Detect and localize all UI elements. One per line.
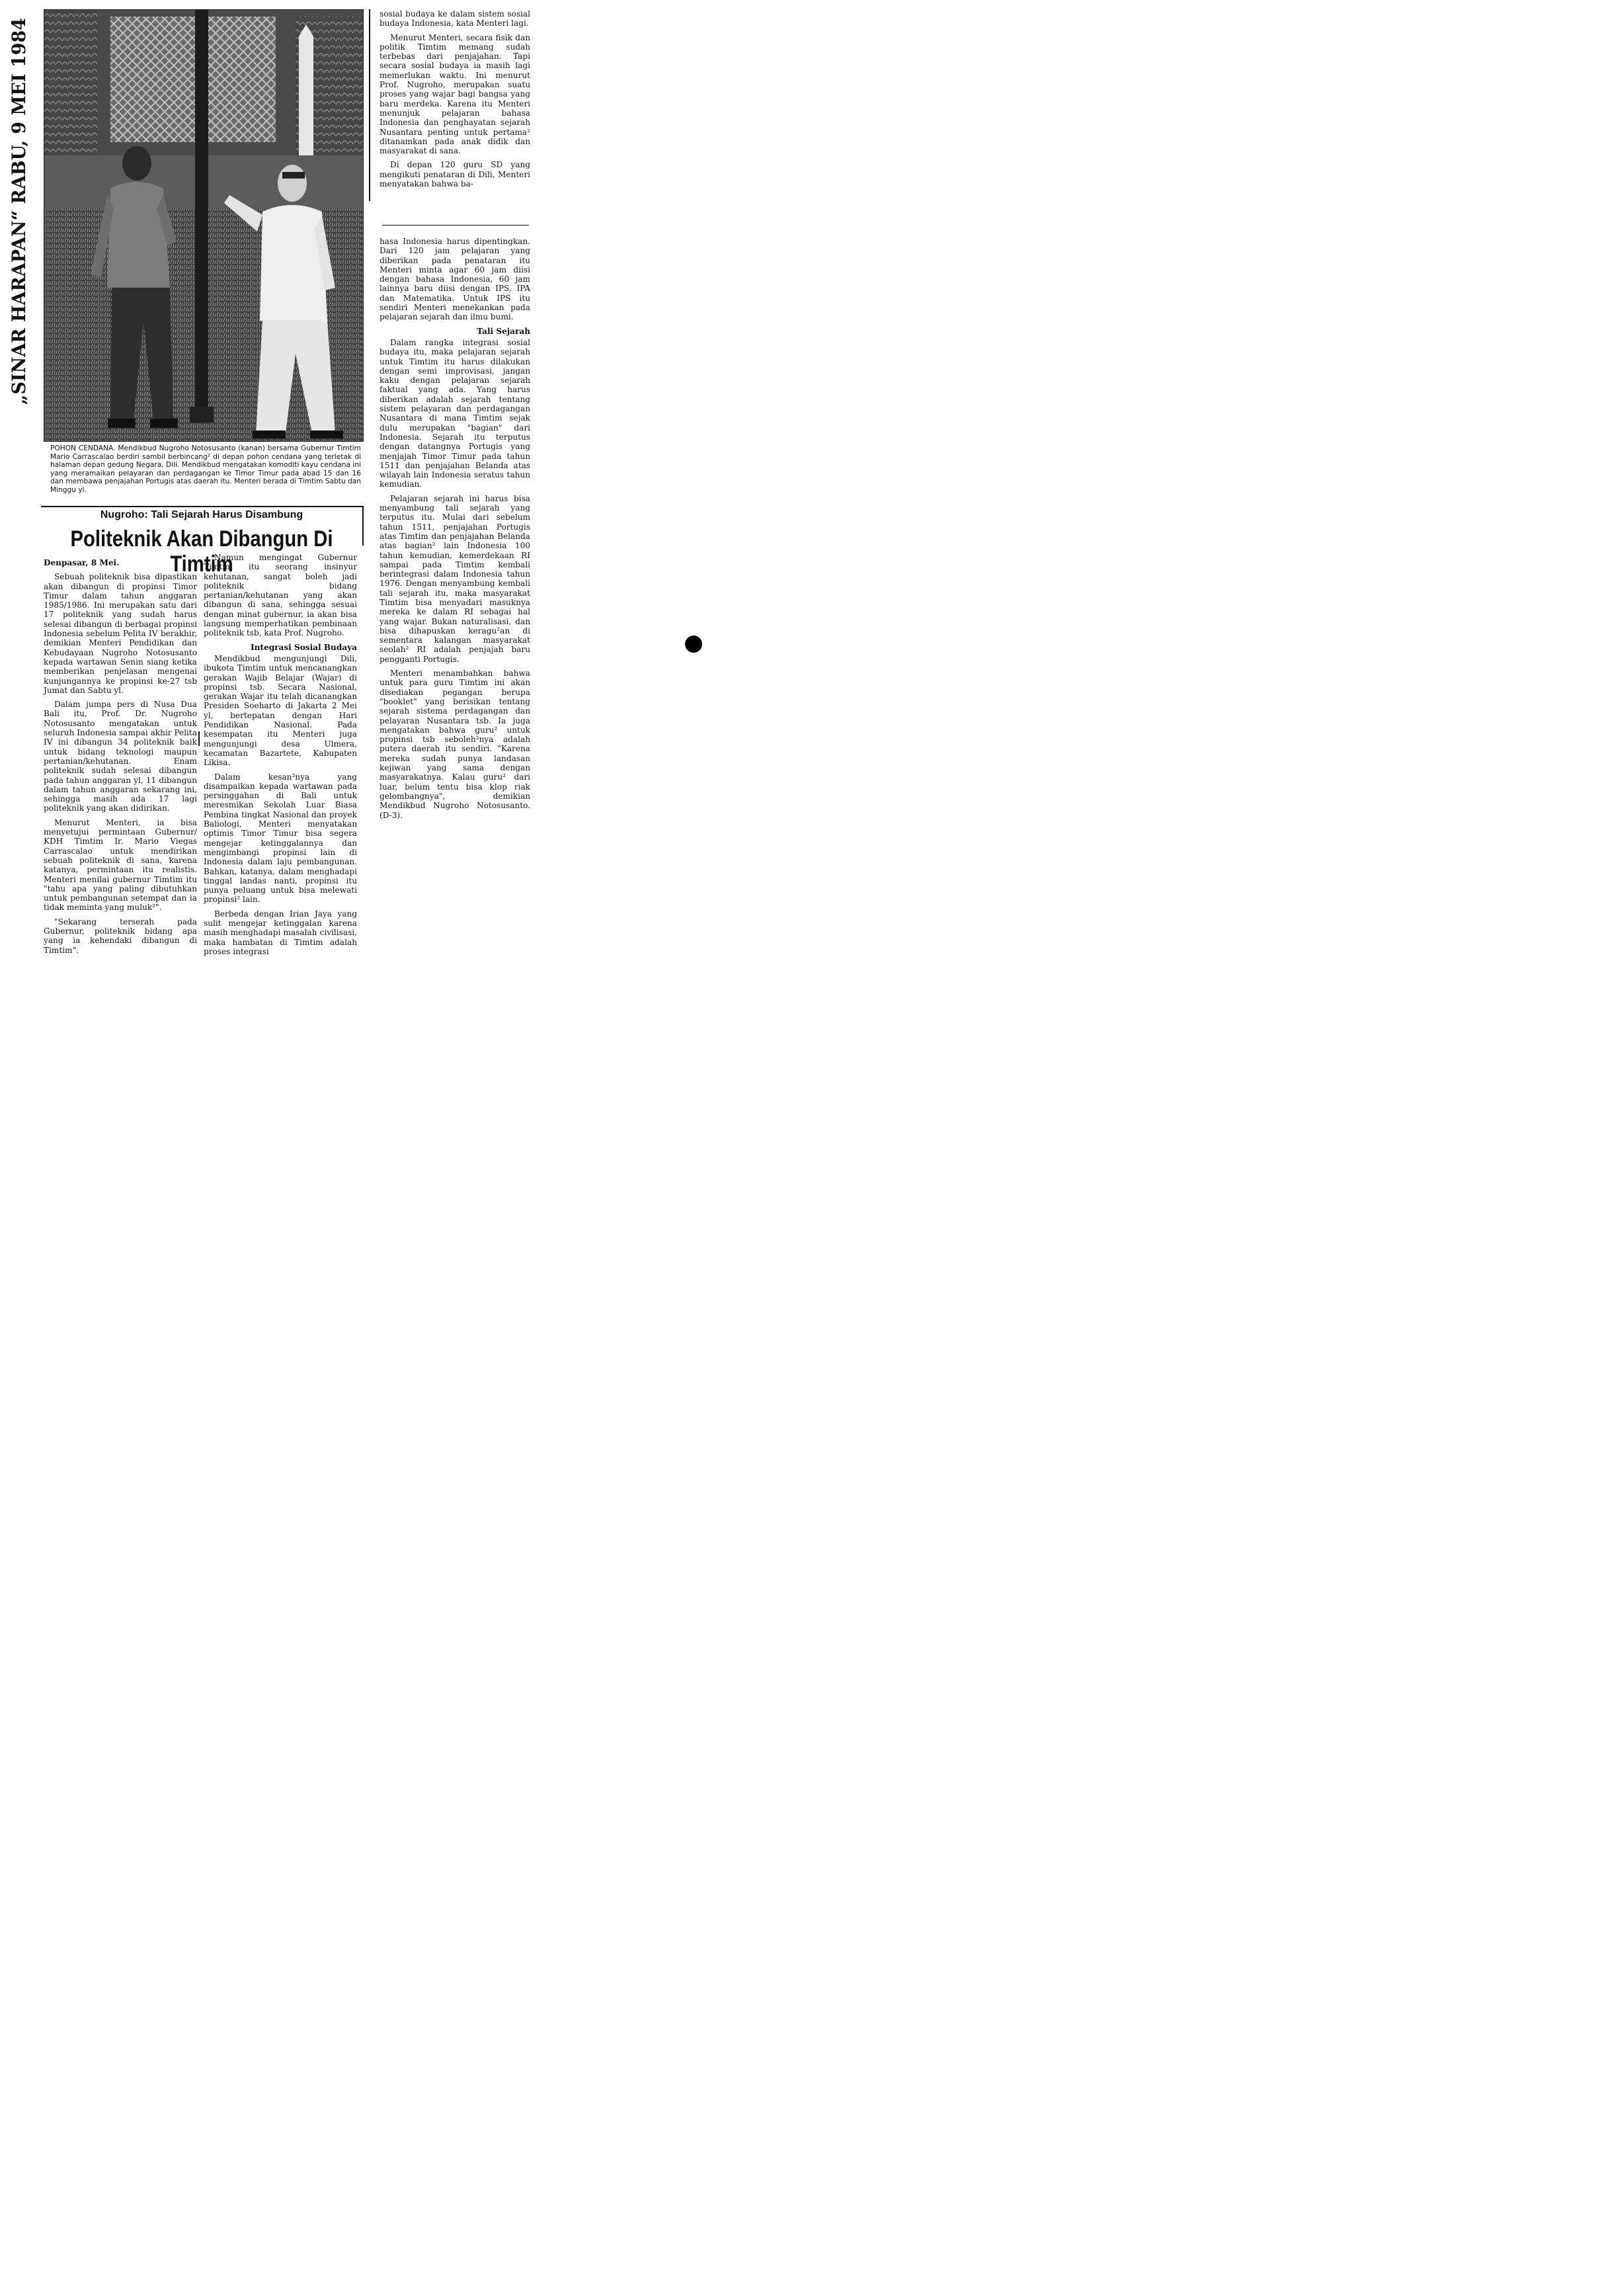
rule-kicker-right — [362, 506, 364, 546]
article-paragraph: Menurut Menteri, secara fisik dan politik Timtim memang sudah terbebas dari penjajahan. Tapi secara sosial budaya ia masih lagi memerlukan waktu. Ini menurut Prof. Nugroho, merupakan suatu proses yang wajar bagi bangsa yang baru merdeka. Karena itu Menteri menunjuk pelajaran bahasa Indonesia dan penghayatan sejarah Nusantara penting untuk pertama² ditanamkan pada anak didik dan masyarakat di sana. — [380, 32, 530, 156]
article-headline: Politeknik Akan Dibangun Di Timtim — [70, 526, 333, 577]
rule-col1-col2 — [198, 731, 200, 746]
article-paragraph: Pelajaran sejarah ini harus bisa menyambung tali sejarah yang terputus itu. Mulai dari sebelum tahun 1511, penjajahan Portugis atas Timtim dan penjajahan Belanda atas bagian² lain Indonesia 100 tahun kemudian, kemerdekaan RI sampai pada Timtim kembali berintegrasi dalam Indonesia tahun 1976. Dengan menyambung kembali tali sejarah itu, maka masyarakat Timtim bisa menyadari masuknya mereka ke dalam RI sebagai hal yang wajar. Bukan naturalisasi, dan bisa dihapuskan keragu²an di sementara kalangan masyarakat seolah² RI adalah penjajah baru pengganti Portugis. — [380, 493, 530, 664]
masthead-svg — [3, 9, 32, 406]
article-paragraph: Menteri menambahkan bahwa untuk para guru Timtim ini akan disediakan pegangan berupa "booklet" yang berisikan tentang sejarah sistema perdagangan dan pelayaran Nusantara tsb. Ia juga mengatakan bahwa guru² untuk propinsi tsb seboleh²nya adalah putera daerah itu sendiri. "Karena mereka sudah punya landasan kejiwan yang sama dengan masyarakatnya. Kalau guru² dari luar, belum tentu bisa klop riak gelombangnya", demikian Mendikbud Nugroho Notosusanto. (D-3). — [380, 669, 530, 820]
dateline: Denpasar, 8 Mei. — [44, 558, 120, 567]
article-column-3-cont — [380, 237, 530, 825]
photo-illustration — [44, 10, 363, 441]
masthead-text: „SINAR HARAPAN“ RABU, 9 MEI 1984 — [8, 9, 30, 405]
article-column-2 — [204, 553, 357, 961]
masthead — [3, 9, 32, 406]
news-photo — [44, 9, 364, 442]
photo-caption: POHON CENDANA. Mendikbud Nugroho Notosusanto (kanan) bersama Gubernur Timtim Mario Carrascalao berdiri sambil berbincang² di depan pohon cendana yang terletak di halaman depan gedung Negara, Dili. Mendikbud mengatakan komoditi kayu cendana ini yang meramaikan pelayaran dan perdagangan ke Timor Timur pada abad 15 dan 16 dan membawa penjajahan Portugis atas daerah itu. Menteri berada di Timtim Sabtu dan Minggu yl. — [50, 444, 361, 494]
rule-col3-break — [382, 225, 529, 226]
rule-under-caption — [41, 506, 364, 507]
article-column-3 — [380, 9, 530, 193]
article-paragraph: Dalam jumpa pers di Nusa Dua Bali itu, Prof. Dr. Nugroho Notosusanto mengatakan untuk seluruh Indonesia sampai akhir Pelita IV ini dibangun 34 politeknik baik untuk bidang teknologi maupun pertanian/kehutanan. Enam politeknik sudah selesai dibangun pada tahun anggaran yl, 11 dibangun dalam tahun anggaran sekarang ini, sehingga masih ada 17 lagi politeknik yang akan didirikan. — [44, 700, 197, 813]
article-paragraph: sosial budaya ke dalam sistem sosial budaya Indonesia, kata Menteri lagi. — [380, 9, 530, 28]
subhead-tali-sejarah: Tali Sejarah — [477, 326, 530, 336]
article-paragraph: Dalam rangka integrasi sosial budaya itu, maka pelajaran sejarah untuk Timtim itu harus dilakukan dengan semi improvisasi, jangan kaku dengan pelajaran sejarah faktual yang ada. Yang harus diberikan adalah sejarah tentang sistem pelayaran dan perdagangan Nusantara di mana Timtim sejak dulu merupakan "bagian" dari Indonesia. Sejarah itu terputus dengan datangnya Portugis yang menjajah Timor Timur pada tahun 1511 dan penjajahan Belanda atas wilayah lain Indonesia seratus tahun kemudian. — [380, 337, 530, 489]
article-column-1 — [44, 558, 197, 960]
article-paragraph: Dalam kesan²nya yang disampaikan kepada wartawan pada persinggahan di Bali untuk meresmikan Sekolah Luar Biasa Pembina tingkat Nasional dan proyek Baliologi, Menteri menyatakan optimis Timor Timur bisa segera mengejar ketinggalannya dan mengimbangi propinsi lain di Indonesia dalam laju pembangunan. Bahkan, katanya, dalam menghadapi tinggal landas nanti, propinsi itu punya peluang untuk bisa melewati propinsi² lain. — [204, 772, 357, 905]
article-paragraph: Sebuah politeknik bisa dipastikan akan dibangun di propinsi Timor Timur dalam tahun anggaran 1985/1986. Ini merupakan satu dari 17 politeknik yang sudah harus selesai dibangun di berbagai propinsi Indonesia sebelum Pelita IV berakhir, demikian Menteri Pendidikan dan Kebudayaan Nugroho Notosusanto kepada wartawan Senin siang ketika memberikan penjelasan mengenai kunjungannya ke propinsi ke-27 tsb Jumat dan Sabtu yl. — [44, 572, 197, 695]
rule-top-right — [369, 9, 370, 201]
article-paragraph: hasa Indonesia harus dipentingkan. Dari 120 jam pelajaran yang diberikan pada penataran itu Menteri minta agar 60 jam diisi dengan bahasa Indonesia, 60 jam lainnya baru diisi dengan IPS, IPA dan Matematika. Untuk IPS itu sendiri Menteri menekankan pada pelajaran sejarah dan ilmu bumi. — [380, 237, 530, 322]
article-kicker: Nugroho: Tali Sejarah Harus Disambung — [100, 509, 303, 520]
subhead-integrasi: Integrasi Sosial Budaya — [250, 642, 357, 652]
article-paragraph: Berbeda dengan Irian Jaya yang sulit mengejar ketinggalan karena masih menghadapi masalah civilisasi, maka hambatan di Timtim adalah proses integrasi — [204, 909, 357, 956]
article-paragraph: Mendikbud mengunjungi Dili, ibukota Timtim untuk mencanangkan gerakan Wajib Belajar (Wajar) di propinsi tsb. Secara Nasional, gerakan Wajar itu telah dicanangkan Presiden Soeharto di Jakarta 2 Mei yl, bertepatan dengan Hari Pendidikan Nasional. Pada kesempatan itu Menteri juga mengunjungi desa Ulmera, kecamatan Bazartete, Kabupaten Likisa. — [204, 653, 357, 768]
article-paragraph: Namun mengingat Gubernur Timtim itu seorang insinyur kehutanan, sangat boleh jadi politeknik bidang pertanian/kehutanan yang akan dibangun di sana, sehingga sesuai dengan minat gubernur, ia akan bisa langsung memperhatikan pembinaan politeknik tsb, kata Prof. Nugroho. — [204, 553, 357, 638]
article-paragraph: Di depan 120 guru SD yang mengikuti penataran di Dili, Menteri menyatakan bahwa ba- — [380, 160, 530, 189]
article-paragraph: Menurut Menteri, ia bisa menyetujui permintaan Gubernur/ KDH Timtim Ir. Mario Viegas Carrascalao untuk mendirikan sebuah politeknik di sana, karena katanya, permintaan itu realistis. Menteri menilai gubernur Timtim itu "tahu apa yang paling dibutuhkan untuk pembangunan setempat dan ia tidak meminta yang muluk²". — [44, 817, 197, 913]
article-paragraph: "Sekarang terserah pada Gubernur, politeknik bidang apa yang ia kehendaki dibangun di Timtim". — [44, 917, 197, 955]
scan-punch-hole — [685, 636, 702, 653]
article-paragraph — [44, 558, 197, 567]
